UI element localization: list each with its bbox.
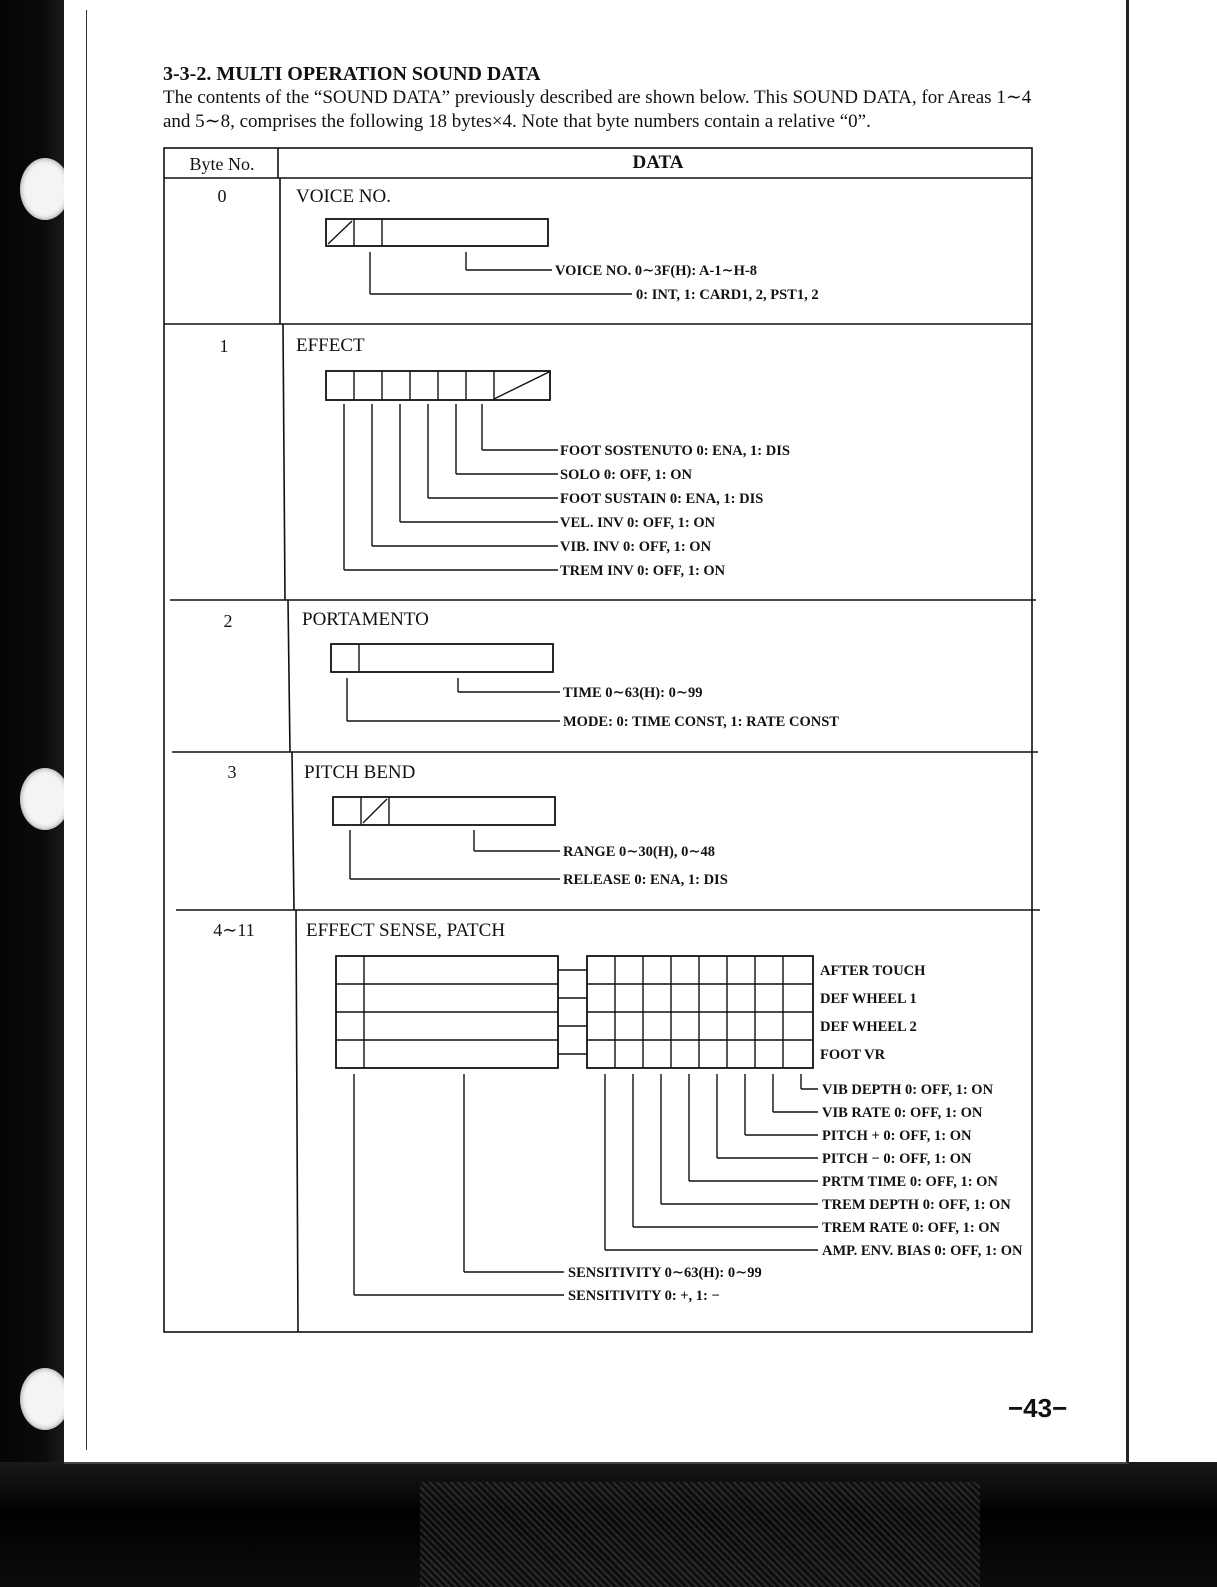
effect-label: TREM INV 0: OFF, 1: ON	[560, 563, 726, 579]
sense-source-label: DEF WHEEL 2	[820, 1019, 917, 1035]
sensitivity-label: SENSITIVITY 0∼63(H): 0∼99	[568, 1265, 762, 1281]
byte-diagram-effect	[326, 371, 558, 570]
portamento-label: MODE: 0: TIME CONST, 1: RATE CONST	[563, 714, 839, 730]
byte-diagram-portamento	[331, 644, 560, 721]
row-title-effect-sense: EFFECT SENSE, PATCH	[306, 920, 506, 941]
patch-bit-label: VIB DEPTH 0: OFF, 1: ON	[822, 1082, 994, 1098]
effect-label: VIB. INV 0: OFF, 1: ON	[560, 539, 712, 555]
patch-bit-label: VIB RATE 0: OFF, 1: ON	[822, 1105, 983, 1121]
voice-label: VOICE NO. 0∼3F(H): A-1∼H-8	[555, 263, 758, 279]
byte-number: 1	[219, 336, 229, 356]
byte-diagram-voice	[326, 219, 632, 294]
byte-number: 4∼11	[213, 920, 255, 940]
byte-number: 0	[217, 186, 227, 206]
page-number: −43−	[1008, 1393, 1068, 1423]
byte-number: 3	[227, 762, 237, 782]
header-byte-no: Byte No.	[189, 154, 255, 174]
sensitivity-label: SENSITIVITY 0: +, 1: −	[568, 1288, 720, 1304]
patch-bit-label: PITCH − 0: OFF, 1: ON	[822, 1151, 972, 1167]
row-title-pitch-bend: PITCH BEND	[304, 762, 416, 783]
effect-label: SOLO 0: OFF, 1: ON	[560, 467, 692, 483]
row-title-effect: EFFECT	[296, 335, 365, 356]
patch-bit-label: PRTM TIME 0: OFF, 1: ON	[822, 1174, 998, 1190]
intro-text-line-2: and 5∼8, comprises the following 18 bytes×4. Note that byte numbers contain a relative “0”.	[163, 111, 871, 132]
byte-diagram-effect-sense	[336, 956, 818, 1295]
effect-label: FOOT SUSTAIN 0: ENA, 1: DIS	[560, 491, 764, 507]
sense-source-label: DEF WHEEL 1	[820, 991, 917, 1007]
pitch-bend-label: RELEASE 0: ENA, 1: DIS	[563, 872, 728, 888]
row-title-voice-no: VOICE NO.	[296, 186, 391, 207]
intro-text-line-1: The contents of the “SOUND DATA” previously described are shown below. This SOUND DATA, for Areas 1∼4	[163, 87, 1032, 108]
pitch-bend-label: RANGE 0∼30(H), 0∼48	[563, 844, 715, 860]
voice-label: 0: INT, 1: CARD1, 2, PST1, 2	[636, 287, 819, 303]
sense-source-label: FOOT VR	[820, 1047, 886, 1063]
patch-bit-label: TREM RATE 0: OFF, 1: ON	[822, 1220, 1001, 1236]
sense-source-label: AFTER TOUCH	[820, 963, 926, 979]
portamento-label: TIME 0∼63(H): 0∼99	[563, 685, 703, 701]
patch-bit-label: AMP. ENV. BIAS 0: OFF, 1: ON	[822, 1243, 1023, 1259]
section-title: 3-3-2. MULTI OPERATION SOUND DATA	[163, 63, 541, 85]
patch-bit-label: PITCH + 0: OFF, 1: ON	[822, 1128, 972, 1144]
effect-label: FOOT SOSTENUTO 0: ENA, 1: DIS	[560, 443, 790, 459]
byte-number: 2	[223, 611, 233, 631]
effect-label: VEL. INV 0: OFF, 1: ON	[560, 515, 716, 531]
patch-bit-label: TREM DEPTH 0: OFF, 1: ON	[822, 1197, 1011, 1213]
row-title-portamento: PORTAMENTO	[302, 609, 429, 630]
header-data: DATA	[632, 152, 684, 173]
byte-diagram-pitch-bend	[333, 797, 560, 879]
